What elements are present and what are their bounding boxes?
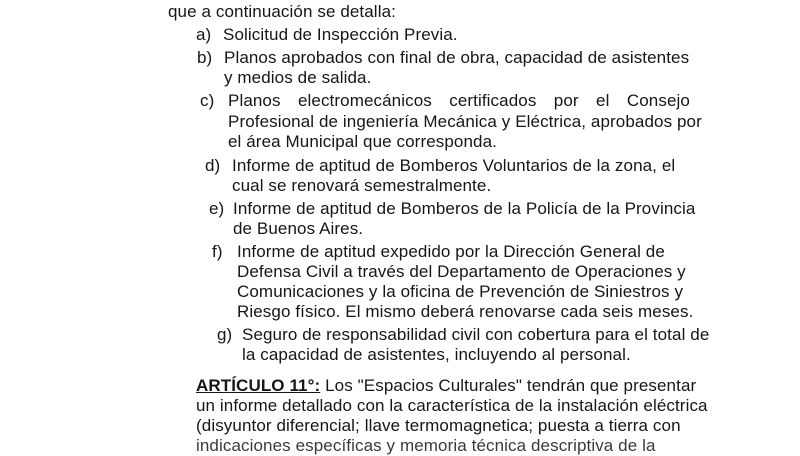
item-marker-e: e) [209, 199, 225, 218]
article-line-3: (disyuntor diferencial; llave termomagnetica; puesta a tierra con [196, 416, 681, 435]
item-d-line-2: cual se renovará semestralmente. [232, 176, 492, 195]
item-marker-b: b) [197, 48, 213, 67]
item-c-line-1 [228, 91, 690, 111]
item-e-line-1: Informe de aptitud de Bomberos de la Policía de la Provincia [233, 199, 696, 218]
item-f-line-2: Defensa Civil a través del Departamento de Operaciones y [237, 262, 686, 281]
item-f-line-1: Informe de aptitud expedido por la Dirección General de [237, 242, 665, 261]
item-d-line-1: Informe de aptitud de Bomberos Voluntarios de la zona, el [232, 156, 676, 175]
item-c-word-5: el [596, 91, 610, 110]
item-c-word-1: Planos [228, 91, 281, 110]
intro-text: que a continuación se detalla: [168, 2, 396, 21]
article-line-1: Los "Espacios Culturales" tendrán que presentar [325, 376, 697, 395]
item-c-line-2: Profesional de ingeniería Mecánica y Eléctrica, aprobados por [228, 112, 702, 131]
item-b-line-2: y medios de salida. [224, 68, 372, 87]
item-b-line-1: Planos aprobados con final de obra, capacidad de asistentes [224, 48, 690, 67]
list-item-a [196, 25, 458, 45]
item-g-line-2: la capacidad de asistentes, incluyendo al personal. [242, 345, 631, 364]
item-f-line-4: Riesgo físico. El mismo deberá renovarse cada seis meses. [237, 302, 694, 321]
item-c-word-2: electromecánicos [297, 91, 432, 110]
article-heading: ARTÍCULO 11°: [196, 376, 321, 395]
item-c-word-6: Consejo [626, 91, 690, 110]
item-c-word-4: por [553, 91, 579, 110]
item-c-word-3: certificados [449, 91, 537, 110]
item-text: Solicitud de Inspección Previa. [223, 25, 458, 44]
item-g-line-1: Seguro de responsabilidad civil con cobertura para el total de [242, 325, 710, 344]
article-line-2: un informe detallado con la característica de la instalación eléctrica [196, 396, 708, 415]
item-f-line-3: Comunicaciones y la oficina de Prevención de Siniestros y [237, 282, 684, 301]
item-marker-d: d) [205, 156, 221, 175]
item-marker-c: c) [200, 91, 215, 110]
item-marker-f: f) [212, 242, 223, 261]
item-marker-g: g) [217, 325, 233, 344]
item-c-line-3: el área Municipal que corresponda. [228, 132, 497, 151]
article-11-first-line [196, 376, 696, 396]
article-line-4: indicaciones específicas y memoria técnica descriptiva de la [196, 436, 656, 455]
item-e-line-2: de Buenos Aires. [233, 219, 364, 238]
item-marker: a) [196, 25, 212, 44]
